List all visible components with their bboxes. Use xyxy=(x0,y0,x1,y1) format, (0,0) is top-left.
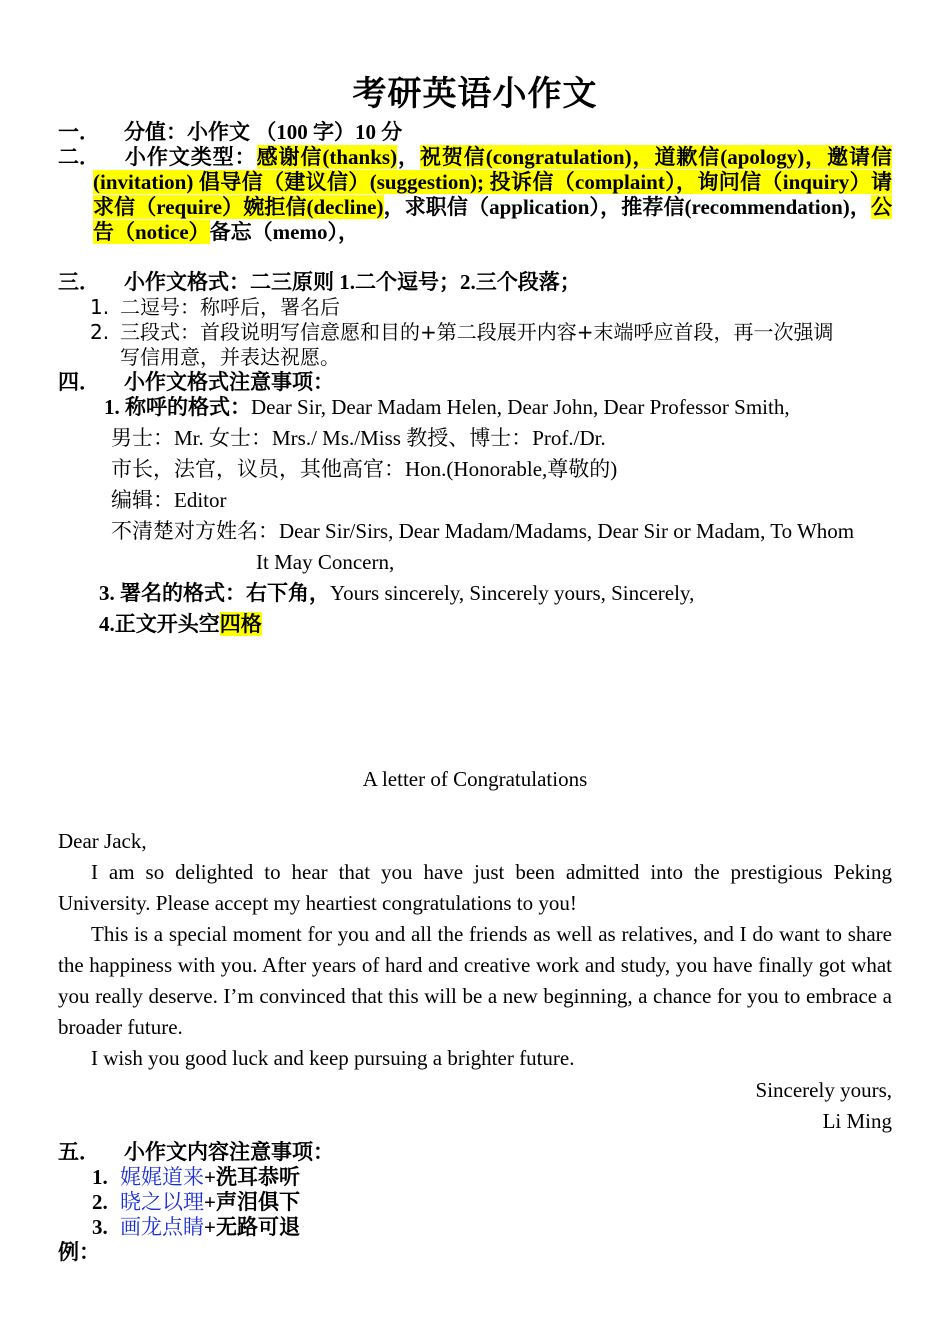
tip-rest: +洗耳恭听 xyxy=(204,1165,300,1189)
section-3-item-1 xyxy=(90,295,340,320)
letter-type-text: ，求职信（application），推荐信(recommendation)， xyxy=(383,195,871,219)
salutation-examples: Dear Sir, Dear Madam Helen, Dear John, Dear Professor Smith, xyxy=(251,395,790,419)
indent-rule-highlight: 四格 xyxy=(219,612,262,636)
section-3-item-2 xyxy=(90,320,834,345)
item-number: 2. xyxy=(90,320,110,344)
content-tip-item xyxy=(92,1215,300,1240)
title-officials: 市长，法官，议员，其他高官：Hon.(Honorable,尊敬的) xyxy=(111,457,618,481)
section-4-text: 小作文格式注意事项： xyxy=(124,370,334,394)
section-4 xyxy=(58,370,334,395)
section-number: 三． xyxy=(58,270,100,294)
salutation-format xyxy=(104,395,790,420)
section-2-prefix: 小作文类型： xyxy=(124,145,257,169)
title-editor: 编辑：Editor xyxy=(111,488,227,512)
letter-closing: Sincerely yours, xyxy=(755,1078,892,1102)
letter-body xyxy=(58,826,892,1074)
section-number: 五． xyxy=(58,1140,100,1164)
item-number: 1. xyxy=(92,1165,108,1189)
section-3-item-2-cont: 写信用意，并表达祝愿。 xyxy=(120,345,340,369)
item-number: 2. xyxy=(92,1190,108,1214)
item-text: 三段式：首段说明写信意愿和目的+第二段展开内容+末端呼应首段，再一次强调 xyxy=(120,320,834,344)
content-tip-item xyxy=(92,1190,300,1215)
item-text: 二逗号：称呼后，署名后 xyxy=(120,295,340,319)
section-1 xyxy=(58,120,402,145)
section-5-text: 小作文内容注意事项： xyxy=(124,1140,334,1164)
section-2-body xyxy=(58,145,892,245)
salutation-label: 1. 称呼的格式： xyxy=(104,395,251,419)
tip-rest: +声泪俱下 xyxy=(204,1190,300,1214)
highlighted-letter-type: 感谢信(thanks) xyxy=(256,145,398,169)
letter-heading: A letter of Congratulations xyxy=(362,767,588,791)
section-3 xyxy=(58,270,581,295)
section-5 xyxy=(58,1140,334,1165)
content-tip-item xyxy=(92,1165,300,1190)
section-3-text: 小作文格式：二三原则 1.二个逗号；2.三个段落； xyxy=(124,270,581,294)
indent-rule-label: 4.正文开头空 xyxy=(99,612,220,636)
tip-rest: +无路可退 xyxy=(204,1215,300,1239)
tip-keyword: 晓之以理 xyxy=(120,1190,204,1214)
section-number: 一． xyxy=(58,120,100,144)
signature-examples: Yours sincerely, Sincerely yours, Sincerely, xyxy=(330,581,695,605)
indent-rule xyxy=(99,612,262,637)
highlighted-letter-type: 祝贺信(congratulation)，道歉信(apology)，邀请信(invitation) 倡导信（建议信）(suggestion); 投诉信（complaint），询问信（inquiry）请求信（require）婉拒信(decline) xyxy=(93,145,892,219)
title-unknown-cont: It May Concern, xyxy=(256,550,395,574)
signature-format xyxy=(99,581,694,606)
item-number: 1. xyxy=(90,295,110,319)
letter-type-text: ， xyxy=(397,145,420,169)
tip-keyword: 娓娓道来 xyxy=(120,1165,204,1189)
letter-signature: Li Ming xyxy=(822,1109,892,1133)
section-number: 二． xyxy=(58,145,100,169)
tip-keyword: 画龙点睛 xyxy=(120,1215,204,1239)
signature-label: 3. 署名的格式：右下角， xyxy=(99,581,330,605)
letter-greeting: Dear Jack, xyxy=(58,829,147,853)
page-title: 考研英语小作文 xyxy=(352,76,598,113)
title-men-women: 男士：Mr. 女士：Mrs./ Ms./Miss 教授、博士：Prof./Dr. xyxy=(111,426,606,450)
letter-type-text: 备忘（memo）， xyxy=(209,220,359,244)
section-number: 四． xyxy=(58,370,100,394)
highlighted-letter-type: 公告（notice） xyxy=(93,195,892,244)
title-unknown: 不清楚对方姓名：Dear Sir/Sirs, Dear Madam/Madams, Dear Sir or Madam, To Whom xyxy=(111,519,855,543)
example-label: 例： xyxy=(58,1240,100,1264)
item-number: 3. xyxy=(92,1215,108,1239)
letter-paragraph-1: I am so delighted to hear that you have just been admitted into the prestigious Peking University. Please accept my heartiest congratulations to you! xyxy=(58,860,892,915)
section-1-text: 分值：小作文 （100 字）10 分 xyxy=(124,120,403,144)
letter-paragraph-2: This is a special moment for you and all the friends as well as relatives, and I do want to share the happiness with you. After years of hard and creative work and study, you have finally got what you really deserve. I’m convinced that this will be a new beginning, a chance for you to embrace a broader future. xyxy=(58,922,892,1039)
letter-paragraph-3: I wish you good luck and keep pursuing a brighter future. xyxy=(91,1046,575,1070)
section-2 xyxy=(58,145,892,245)
